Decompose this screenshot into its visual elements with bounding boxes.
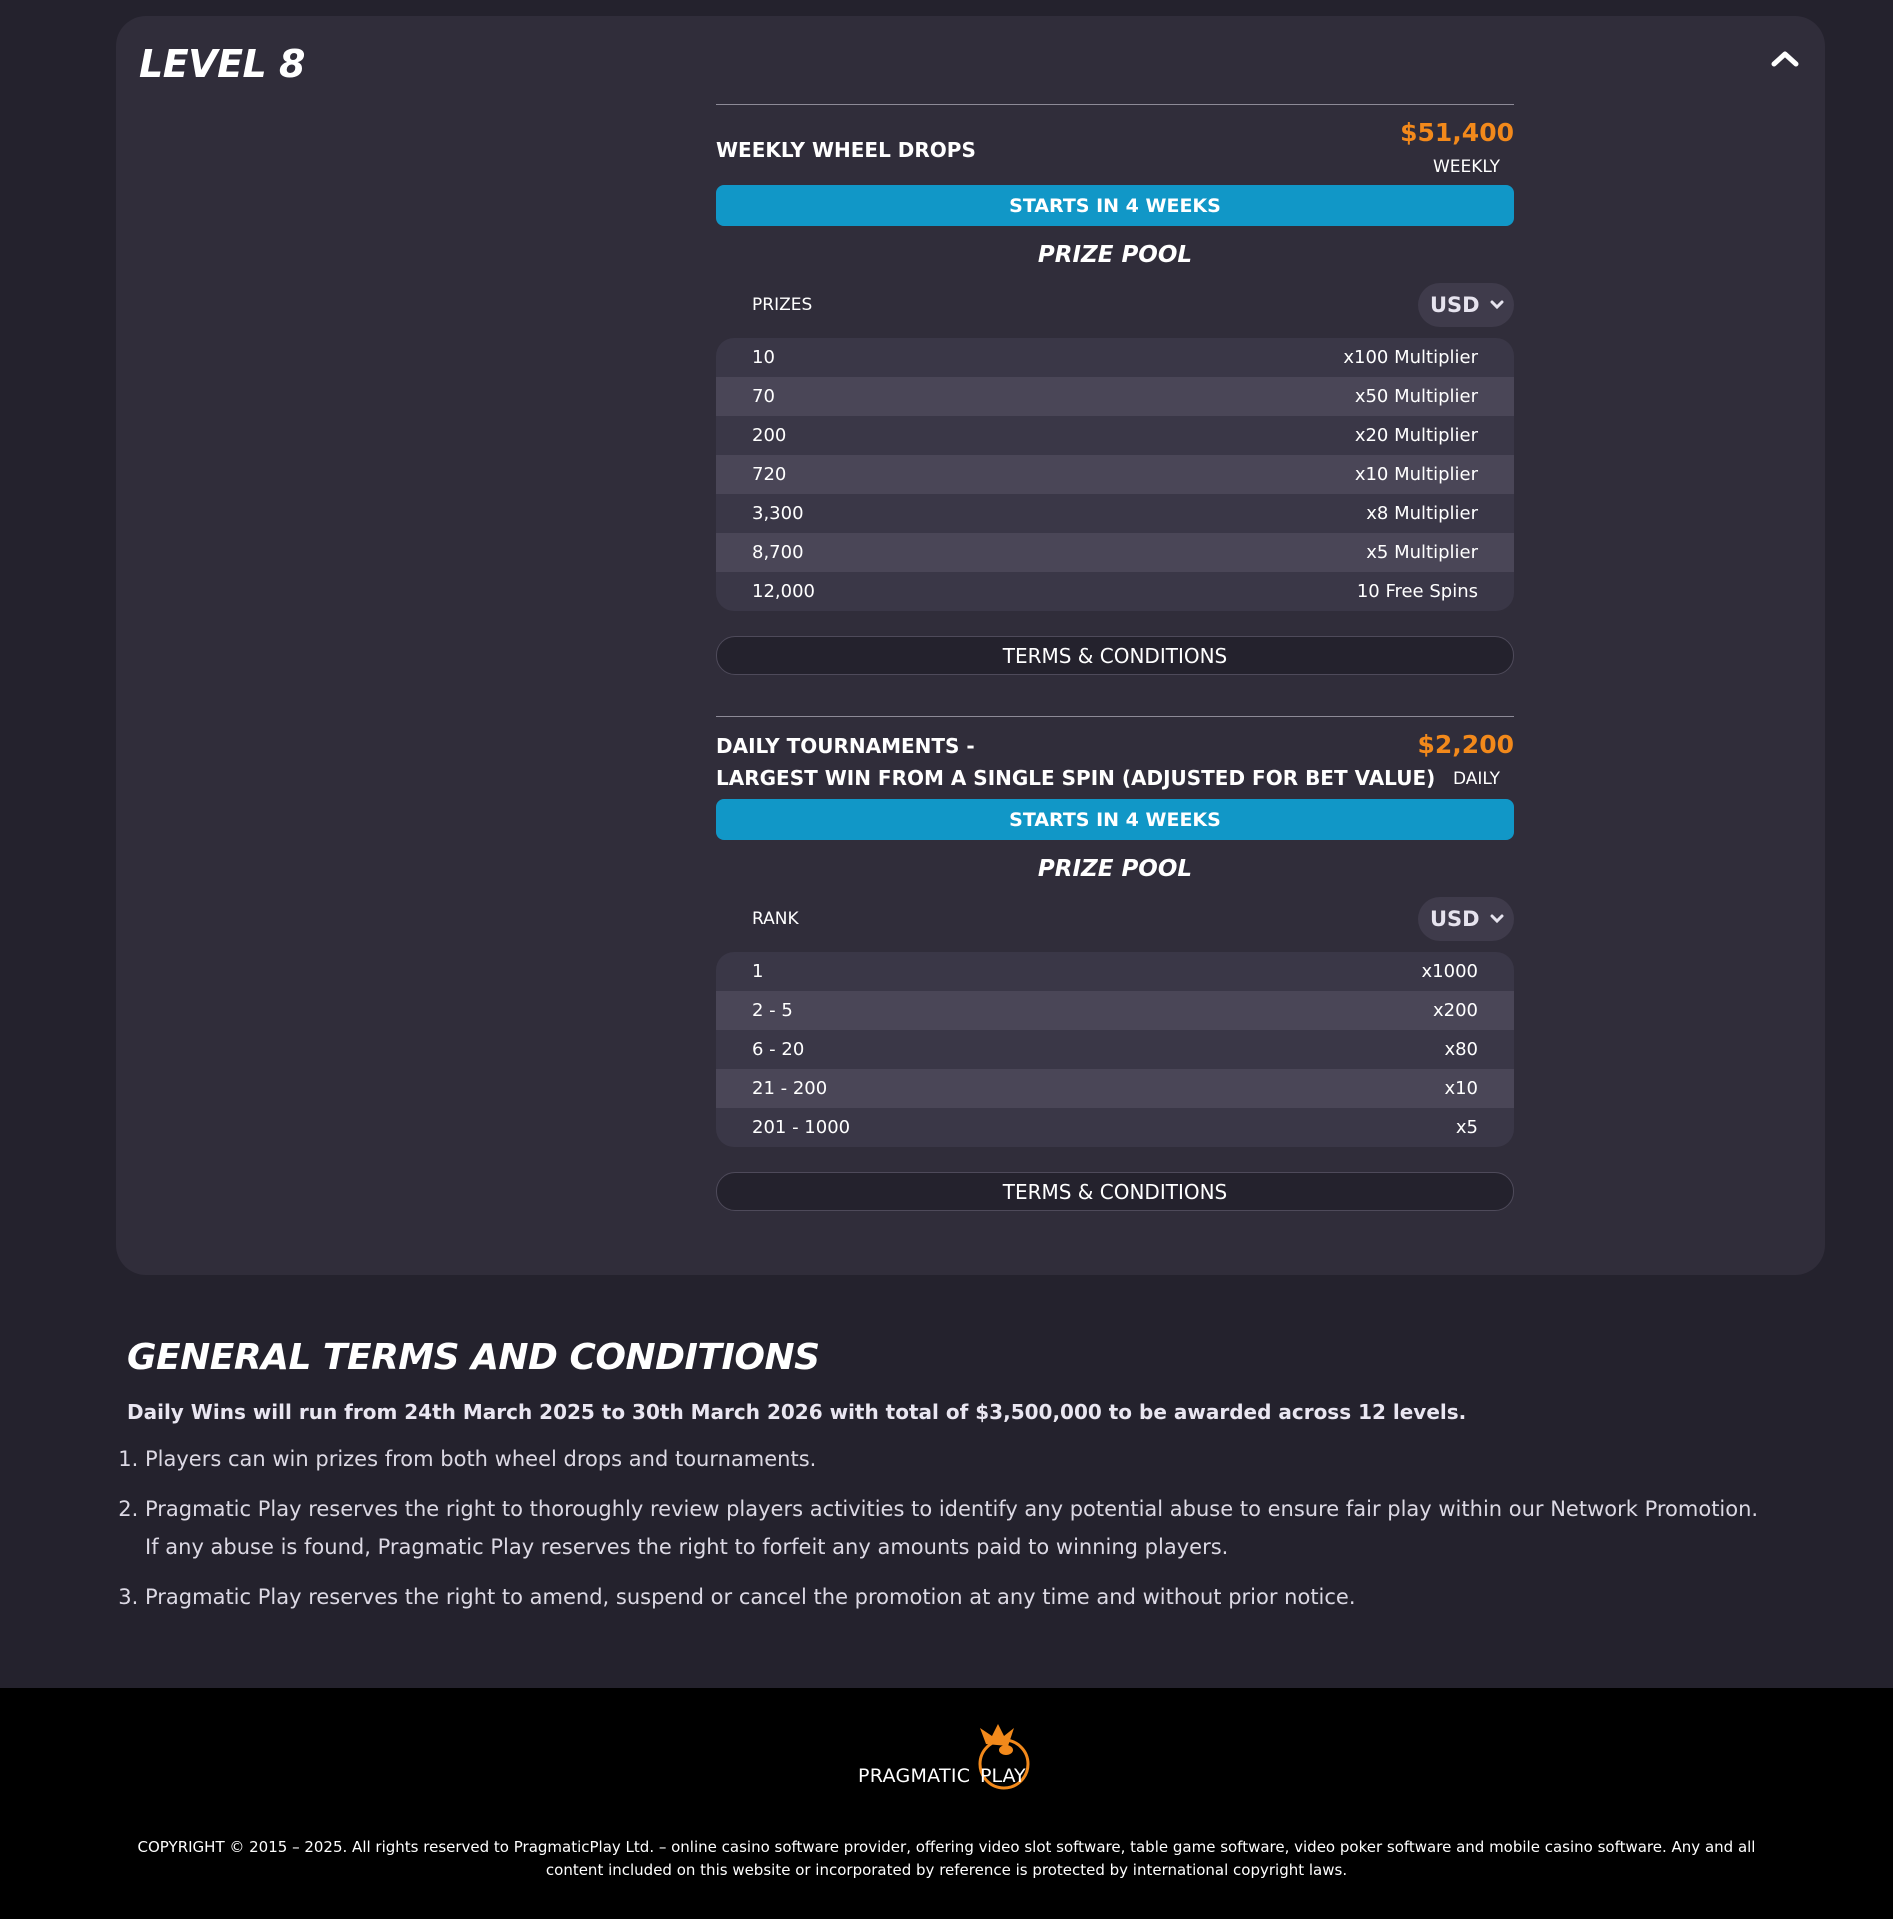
logo-play: PLAY (980, 1765, 1026, 1787)
chevron-down-icon (1490, 300, 1504, 310)
chevron-up-icon[interactable] (1771, 48, 1799, 68)
pool-column-label: PRIZES (752, 295, 813, 315)
row-value: x80 (1444, 1039, 1478, 1060)
terms-button[interactable]: TERMS & CONDITIONS (716, 636, 1514, 675)
currency-select[interactable] (1418, 897, 1514, 941)
general-terms-title: GENERAL TERMS AND CONDITIONS (127, 1337, 820, 1378)
row-prizes: 70 (752, 386, 775, 407)
row-value: x10 Multiplier (1354, 464, 1478, 485)
general-terms-list (127, 1440, 1777, 1616)
terms-button[interactable]: TERMS & CONDITIONS (716, 1172, 1514, 1211)
prize-frequency: WEEKLY (1432, 157, 1500, 177)
row-prizes: 200 (752, 425, 787, 446)
pool-title: PRIZE POOL (1037, 856, 1193, 882)
pragmatic-play-logo[interactable] (858, 1722, 1038, 1812)
table-row (716, 377, 1514, 416)
table-row (716, 1069, 1514, 1108)
list-item: 2. Pragmatic Play reserves the right to thoroughly review players activities to identify any potential abuse to ensure fair play within our Network Promotion. If any abuse is found, Pragmatic Play reserves the right to forfeit any amounts paid to winning players. (145, 1490, 1777, 1566)
pool-title: PRIZE POOL (1037, 242, 1193, 268)
row-value: x1000 (1421, 961, 1478, 982)
row-rank: 2 - 5 (752, 1000, 793, 1021)
copyright: COPYRIGHT © 2015 – 2025. All rights reserved to PragmaticPlay Ltd. – online casino software provider, offering video slot software, table game software, video poker software and mobile casino software. Any and all content included on this website or incorporated by reference is protected by international copyright laws. (137, 1838, 1756, 1879)
row-value: x200 (1432, 1000, 1478, 1021)
table-row (716, 1108, 1514, 1147)
list-item: 3. Pragmatic Play reserves the right to amend, suspend or cancel the promotion at any time and without prior notice. (145, 1578, 1777, 1616)
row-value: x10 (1444, 1078, 1478, 1099)
row-prizes: 8,700 (752, 542, 804, 563)
table-row (716, 494, 1514, 533)
row-rank: 201 - 1000 (752, 1117, 851, 1138)
table-row (716, 455, 1514, 494)
section-subtitle: LARGEST WIN FROM A SINGLE SPIN (ADJUSTED FOR BET VALUE) (716, 766, 1436, 790)
row-value: x5 (1455, 1117, 1478, 1138)
chevron-down-icon (1490, 914, 1504, 924)
table-row (716, 338, 1514, 377)
tournament-section (716, 716, 1514, 1211)
level-card (116, 16, 1825, 1275)
starts-bar: STARTS IN 4 WEEKS (716, 185, 1514, 226)
footer (0, 1688, 1893, 1919)
currency-value: USD (1430, 907, 1480, 931)
section-title: DAILY TOURNAMENTS - (716, 734, 975, 758)
pool-column-label: RANK (752, 909, 799, 929)
general-terms (127, 1337, 1777, 1628)
row-rank: 1 (752, 961, 764, 982)
logo-text: PRAGMATIC (858, 1765, 971, 1787)
currency-value: USD (1430, 293, 1480, 317)
table-row (716, 572, 1514, 611)
row-rank: 21 - 200 (752, 1078, 828, 1099)
section-title: WEEKLY WHEEL DROPS (716, 138, 976, 162)
row-prizes: 720 (752, 464, 787, 485)
prize-frequency: DAILY (1452, 769, 1500, 789)
table-row (716, 1030, 1514, 1069)
wheel-drops-section (716, 104, 1514, 675)
prize-amount: $51,400 (1400, 118, 1514, 147)
table-row (716, 533, 1514, 572)
rank-table (716, 952, 1514, 1147)
row-value: x50 Multiplier (1354, 386, 1478, 407)
row-value: x8 Multiplier (1366, 503, 1478, 524)
row-prizes: 3,300 (752, 503, 804, 524)
prize-amount: $2,200 (1417, 730, 1514, 759)
list-item: 1. Players can win prizes from both wheel drops and tournaments. (145, 1440, 1777, 1478)
starts-bar: STARTS IN 4 WEEKS (716, 799, 1514, 840)
row-value: x100 Multiplier (1343, 347, 1478, 368)
prize-table (716, 338, 1514, 611)
general-terms-intro: Daily Wins will run from 24th March 2025 to 30th March 2026 with total of $3,500,000 to be awarded across 12 levels. (127, 1400, 1467, 1424)
table-row (716, 991, 1514, 1030)
row-prizes: 12,000 (752, 581, 815, 602)
table-row (716, 416, 1514, 455)
row-value: 10 Free Spins (1356, 581, 1478, 602)
table-row (716, 952, 1514, 991)
row-value: x5 Multiplier (1366, 542, 1478, 563)
level-title: LEVEL 8 (139, 42, 305, 86)
row-prizes: 10 (752, 347, 775, 368)
currency-select[interactable] (1418, 283, 1514, 327)
row-rank: 6 - 20 (752, 1039, 805, 1060)
row-value: x20 Multiplier (1354, 425, 1478, 446)
